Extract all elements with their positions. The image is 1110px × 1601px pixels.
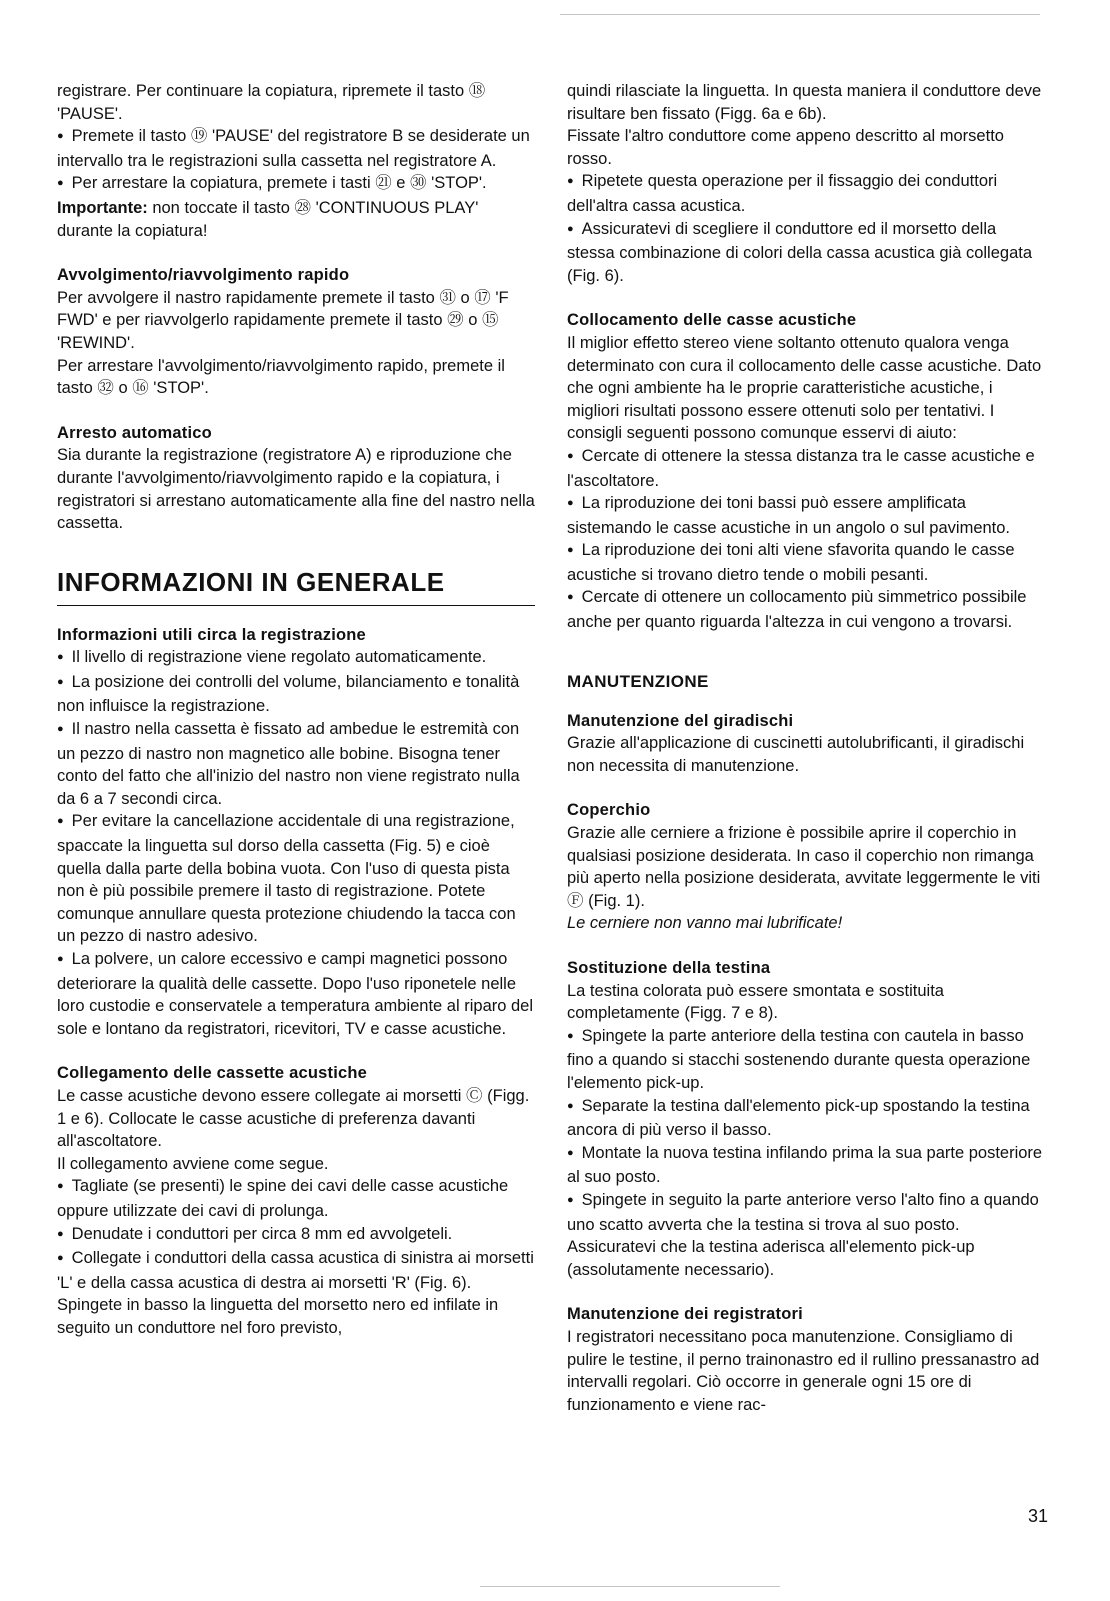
continued-bullet-2: ● Assicuratevi di scegliere il conduttore ed il morsetto della stessa combinazione di colori della cassa acustica già collegata (Fig. 6). bbox=[567, 218, 1045, 288]
section-heading-speaker-placement: Collocamento delle casse acustiche bbox=[567, 311, 857, 330]
scan-artifact-top bbox=[560, 14, 1040, 15]
connection-bullet-3: ● Collegate i conduttori della cassa acustica di sinistra ai morsetti 'L' e della cassa acustica di destra ai morsetti 'R' (Fig. 6). Spingete in basso la linguetta del morsetto nero ed infilate in seguito un conduttore nel foro previsto, bbox=[57, 1247, 535, 1339]
section-heading-stylus: Sostituzione della testina bbox=[567, 959, 771, 977]
placement-paragraph: Il miglior effetto stereo viene soltanto ottenuto qualora venga determinato con cura il collocamento delle casse acustiche. Dato che ogni ambiente ha le proprie caratteristiche acustiche, i migliori risultati possono essere ottenuti solo per tentativi. I consigli seguenti possono comunque esservi di aiuto: bbox=[567, 333, 1042, 443]
auto-stop-paragraph: Sia durante la registrazione (registratore A) e riproduzione che durante l'avvolgimento/riavvolgimento rapido e la copiatura, i registratori si arrestano automaticamente alla fine del nastro nella cassetta. bbox=[57, 446, 535, 533]
important-text: non toccate il tasto ㉘ 'CONTINUOUS PLAY' durante la copiatura! bbox=[57, 198, 479, 240]
maintenance-title: MANUTENZIONE bbox=[567, 671, 709, 691]
info-bullet-1: ● Il livello di registrazione viene regolato automaticamente. bbox=[57, 646, 535, 671]
connection-paragraph-1: Le casse acustiche devono essere collegate ai morsetti Ⓒ (Figg. 1 e 6). Collocate le casse acustiche di preferenza davanti all'ascoltatore. bbox=[57, 1086, 530, 1151]
connection-bullet-2: ● Denudate i conduttori per circa 8 mm ed avvolgeteli. bbox=[57, 1223, 535, 1248]
intro-bullet-stop: ● Per arrestare la copiatura, premete i tasti ㉑ e ㉚ 'STOP'. bbox=[57, 172, 535, 197]
continued-paragraph-1: quindi rilasciate la linguetta. In questa maniera il conduttore deve risultare ben fissato (Figg. 6a e 6b). bbox=[567, 82, 1042, 123]
section-heading-auto-stop: Arresto automatico bbox=[57, 423, 212, 442]
section-heading-fast-wind: Avvolgimento/riavvolgimento rapido bbox=[57, 266, 350, 285]
section-heading-speaker-connection: Collegamento delle cassette acustiche bbox=[57, 1064, 368, 1083]
placement-bullet-1: ● Cercate di ottenere la stessa distanza tra le casse acustiche e l'ascoltatore. bbox=[567, 445, 1045, 492]
continued-paragraph-2: Fissate l'altro conduttore come appeno descritto al morsetto rosso. bbox=[567, 127, 1004, 168]
connection-bullet-1: ● Tagliate (se presenti) le spine dei cavi delle casse acustiche oppure utilizzate dei cavi di prolunga. bbox=[57, 1175, 535, 1222]
intro-bullet-pause-b: ● Premete il tasto ⑲ 'PAUSE' del registratore B se desiderate un intervallo tra le registrazioni sulla cassetta nel registratore A. bbox=[57, 125, 535, 172]
page-number: 31 bbox=[1027, 1506, 1048, 1526]
section-heading-cover: Coperchio bbox=[567, 801, 651, 820]
left-column bbox=[57, 80, 535, 1340]
stylus-bullet-4: ● Spingete in seguito la parte anteriore verso l'alto fino a quando uno scatto avverta che la testina si trova al suo posto. Assicuratevi che la testina aderisca all'elemento pick-up (assolutamente necessario). bbox=[567, 1189, 1045, 1281]
placement-bullet-2: ● La riproduzione dei toni bassi può essere amplificata sistemando le casse acustiche in un angolo o sul pavimento. bbox=[567, 492, 1045, 539]
section-heading-recorder-maintenance: Manutenzione dei registratori bbox=[567, 1305, 803, 1324]
important-note bbox=[57, 197, 535, 242]
info-bullet-2: ● La posizione dei controlli del volume, bilanciamento e tonalità non influisce la registrazione. bbox=[57, 671, 535, 718]
right-column bbox=[567, 80, 1045, 1416]
chapter-title: INFORMAZIONI IN GENERALE bbox=[57, 565, 535, 606]
info-bullet-5: ● La polvere, un calore eccessivo e campi magnetici possono deteriorare la qualità delle cassette. Dopo l'uso riponetele nelle loro custodie e conservatele a temperatura ambiente al riparo del sole e lontano da registratori, ricevitori, TV e casse acustiche. bbox=[57, 948, 535, 1040]
stylus-bullet-3: ● Montate la nuova testina infilando prima la sua parte posteriore al suo posto. bbox=[567, 1142, 1045, 1189]
info-bullet-3: ● Il nastro nella cassetta è fissato ad ambedue le estremità con un pezzo di nastro non magnetico alle bobine. Bisogna tener conto del fatto che all'inizio del nastro non viene registrato nulla da 6 a 7 secondi circa. bbox=[57, 718, 535, 810]
cover-paragraph: Grazie alle cerniere a frizione è possibile aprire il coperchio in qualsiasi posizione desiderata. In caso il coperchio non rimanga più aperto nella posizione desiderata, avvitate leggermente le viti Ⓕ (Fig. 1). bbox=[567, 824, 1041, 910]
scan-artifact-bottom bbox=[480, 1586, 780, 1587]
fast-wind-paragraph-1: Per avvolgere il nastro rapidamente premete il tasto ㉛ o ⑰ 'F FWD' e per riavvolgerlo rapidamente premete il tasto ㉙ o ⑮ 'REWIND'. bbox=[57, 288, 509, 352]
fast-wind-paragraph-2: Per arrestare l'avvolgimento/riavvolgimento rapido, premete il tasto ㉜ o ⑯ 'STOP'. bbox=[57, 356, 505, 398]
stylus-paragraph: La testina colorata può essere smontata e sostituita completamente (Figg. 7 e 8). bbox=[567, 981, 944, 1023]
placement-bullet-3: ● La riproduzione dei toni alti viene sfavorita quando le casse acustiche si trovano dietro tende o mobili pesanti. bbox=[567, 539, 1045, 586]
stylus-bullet-2: ● Separate la testina dall'elemento pick-up spostando la testina ancora di più verso il basso. bbox=[567, 1095, 1045, 1142]
cover-warning: Le cerniere non vanno mai lubrificate! bbox=[567, 914, 843, 933]
info-bullet-4: ● Per evitare la cancellazione accidentale di una registrazione, spaccate la linguetta sul dorso della cassetta (Fig. 5) e cioè quella dalla parte della bobina vuota. Con l'uso di questa pista non è più possibile premere il tasto di registrazione. Potete comunque annullare questa protezione chiudendo la tacca con un pezzo di nastro adesivo. bbox=[57, 810, 535, 948]
continued-bullet-1: ● Ripetete questa operazione per il fissaggio dei conduttori dell'altra cassa acustica. bbox=[567, 170, 1045, 217]
placement-bullet-4: ● Cercate di ottenere un collocamento più simmetrico possibile anche per quanto riguarda l'altezza in cui vengono a trovarsi. bbox=[567, 586, 1045, 633]
connection-paragraph-2: Il collegamento avviene come segue. bbox=[57, 1154, 329, 1173]
section-heading-turntable: Manutenzione del giradischi bbox=[567, 711, 794, 730]
intro-paragraph: registrare. Per continuare la copiatura, ripremete il tasto ⑱ 'PAUSE'. bbox=[57, 82, 486, 123]
turntable-paragraph: Grazie all'applicazione di cuscinetti autolubrificanti, il giradischi non necessita di manutenzione. bbox=[567, 734, 1025, 775]
important-label: Importante: bbox=[57, 198, 148, 217]
recorder-maintenance-paragraph: I registratori necessitano poca manutenzione. Consigliamo di pulire le testine, il perno trainonastro ed il rullino pressanastro ad intervalli regolari. Ciò occorre in generale ogni 15 ore di funzionamento e viene rac- bbox=[567, 1327, 1040, 1414]
section-heading-recording-info: Informazioni utili circa la registrazione bbox=[57, 625, 366, 644]
stylus-bullet-1: ● Spingete la parte anteriore della testina con cautela in basso fino a quando si stacchi sostenendo durante questa operazione l'elemento pick-up. bbox=[567, 1025, 1045, 1095]
